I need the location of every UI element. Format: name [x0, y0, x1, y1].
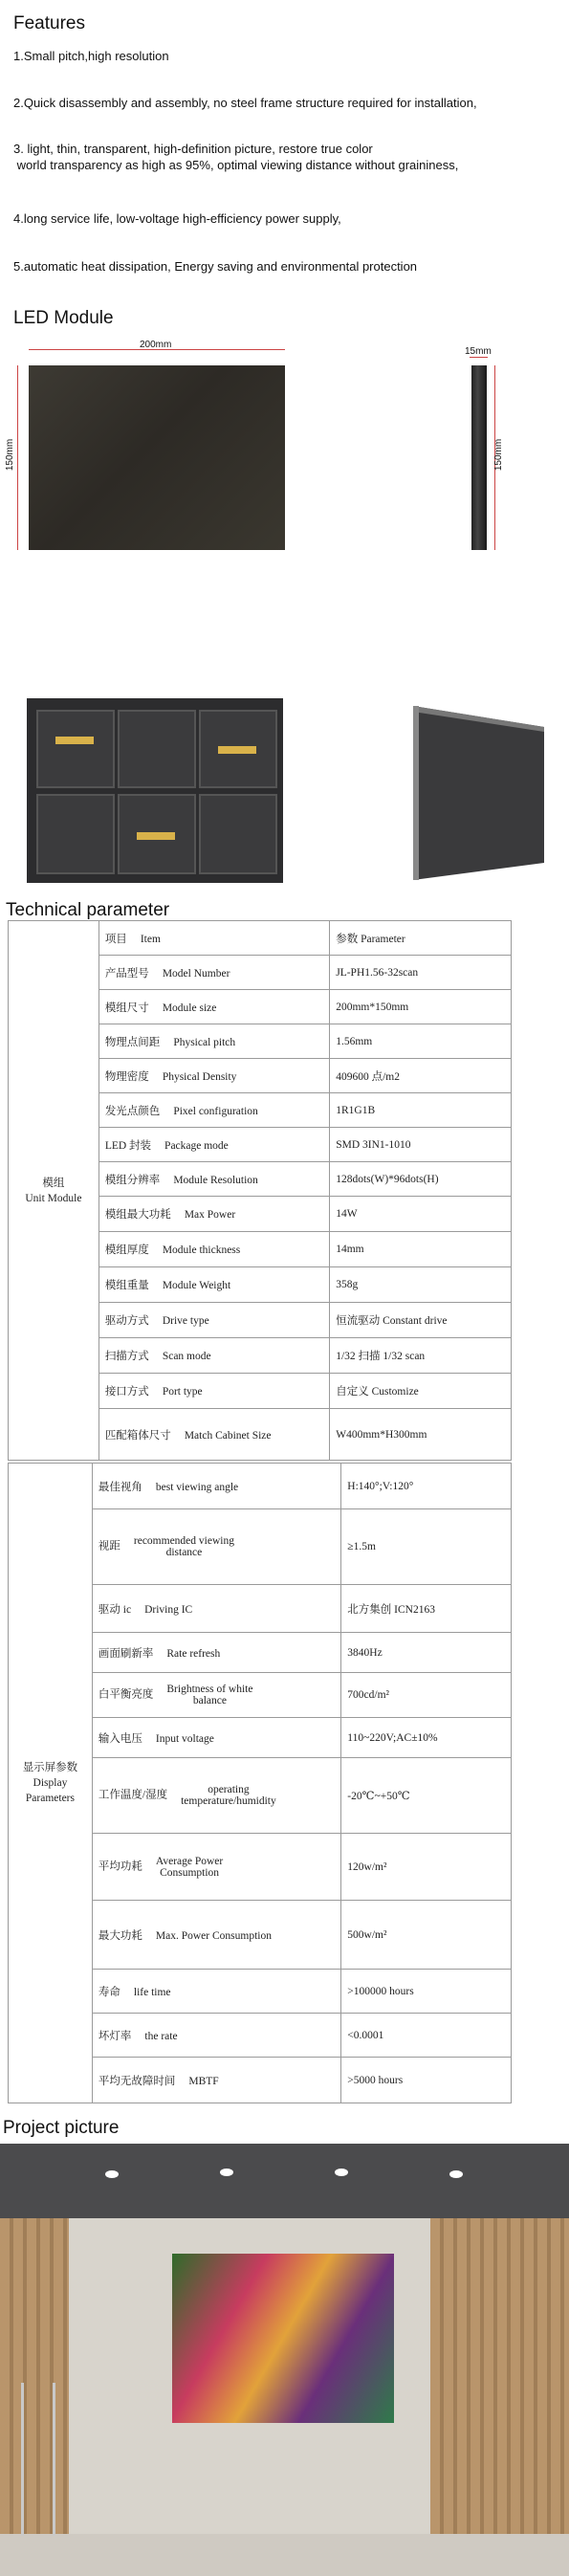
spec-row — [9, 921, 512, 956]
spec-item-cell — [92, 1509, 340, 1585]
spec-item-en: Scan mode — [162, 1351, 211, 1363]
spec-item-cn: 白平衡亮度 — [98, 1688, 154, 1701]
spec-value: 1R1G1B — [330, 1093, 512, 1128]
spec-item-cn: 扫描方式 — [104, 1351, 149, 1362]
spec-item-en: recommended viewing distance — [133, 1535, 234, 1558]
side-height-label: 150mm — [493, 438, 505, 472]
spec-value: 358g — [330, 1267, 512, 1303]
spec-item-en: Physical Density — [162, 1070, 237, 1083]
spec-item-cn: 模组最大功耗 — [104, 1209, 171, 1221]
spec-item-cn: LED 封装 — [104, 1139, 152, 1152]
spec-item-cell — [92, 1673, 340, 1718]
spec-item-cn: 驱动方式 — [104, 1315, 149, 1327]
spec-item-cell — [98, 990, 329, 1024]
spec-item-cell — [98, 1232, 329, 1267]
spec-item-en: operating temperature/humidity — [181, 1784, 276, 1807]
spec-item-cell — [98, 921, 329, 956]
spec-item-cn: 驱动 ic — [98, 1603, 132, 1616]
spec-item-cn: 平均功耗 — [98, 1860, 142, 1873]
spec-item-cell — [92, 1633, 340, 1673]
spec-item-en: Module Resolution — [173, 1174, 258, 1186]
feature-item-3-cont: world transparency as high as 95%, optimal viewing distance without graininess, — [13, 158, 459, 172]
spec-item-en: Module size — [162, 1002, 217, 1014]
spec-value: >5000 hours — [341, 2058, 512, 2103]
feature-item-4: 4.long service life, low-voltage high-efficiency power supply, — [13, 211, 341, 226]
spec-item-cell — [92, 1464, 340, 1509]
spec-item-cn: 输入电压 — [98, 1732, 142, 1745]
spec-value: 409600 点/m2 — [330, 1059, 512, 1093]
spec-item-cn: 工作温度/湿度 — [98, 1789, 168, 1801]
spec-item-cell — [92, 1585, 340, 1633]
features-title: Features — [13, 13, 85, 33]
spec-value: W400mm*H300mm — [330, 1409, 512, 1461]
spec-value: 200mm*150mm — [330, 990, 512, 1024]
project-photo — [0, 2144, 569, 2576]
spec-item-cell — [98, 1303, 329, 1338]
spec-value: -20℃~+50℃ — [341, 1758, 512, 1834]
height-dimension-line — [17, 365, 18, 550]
spec-value: 3840Hz — [341, 1633, 512, 1673]
feature-item-2: 2.Quick disassembly and assembly, no steel frame structure required for installation, — [13, 96, 477, 110]
spec-item-en: Module thickness — [162, 1244, 241, 1257]
spec-item-cn: 项目 — [104, 933, 127, 945]
spec-item-en: the rate — [144, 2030, 178, 2042]
spec-item-cn: 平均无故障时间 — [98, 2075, 176, 2087]
feature-item-5: 5.automatic heat dissipation, Energy saving and environmental protection — [13, 259, 418, 274]
spec-value: H:140°;V:120° — [341, 1464, 512, 1509]
spec-value: <0.0001 — [341, 2014, 512, 2058]
spec-item-en: Physical pitch — [173, 1036, 236, 1048]
spec-item-en: Item — [140, 933, 161, 945]
spec-item-cn: 画面刷新率 — [98, 1647, 154, 1660]
spec-item-en: Package mode — [164, 1139, 229, 1152]
spec-value: 参数 Parameter — [330, 921, 512, 956]
display-parameters-table — [8, 1463, 512, 2103]
spec-item-en: Max Power — [184, 1209, 236, 1222]
spec-item-en: Rate refresh — [166, 1647, 221, 1660]
spec-value: 128dots(W)*96dots(H) — [330, 1162, 512, 1197]
spec-item-cn: 模组分辨率 — [104, 1174, 161, 1186]
spec-item-cn: 最佳视角 — [98, 1481, 142, 1493]
spec-item-en: Max. Power Consumption — [155, 1929, 272, 1942]
spec-item-en: Module Weight — [162, 1280, 231, 1292]
width-label: 200mm — [140, 340, 172, 350]
spec-item-cn: 最大功耗 — [98, 1929, 142, 1942]
depth-dimension-line — [470, 357, 488, 358]
spec-value: 北方集创 ICN2163 — [341, 1585, 512, 1633]
spec-value: 110~220V;AC±10% — [341, 1718, 512, 1758]
spec-item-en: Match Cabinet Size — [184, 1429, 272, 1442]
feature-item-1: 1.Small pitch,high resolution — [13, 49, 169, 63]
spec-value: 1/32 扫描 1/32 scan — [330, 1338, 512, 1374]
spec-item-cell — [98, 1059, 329, 1093]
led-module-title: LED Module — [13, 308, 114, 328]
spec-item-cell — [92, 1970, 340, 2014]
spec-item-en: life time — [133, 1986, 171, 1998]
spec-item-cell — [92, 1834, 340, 1901]
module-front-image — [29, 365, 285, 550]
spec-item-cell — [98, 1162, 329, 1197]
spec-item-cell — [98, 1197, 329, 1232]
feature-item-3: 3. light, thin, transparent, high-definition picture, restore true color — [13, 142, 373, 156]
spec-item-cn: 物理点间距 — [104, 1036, 161, 1048]
spec-item-cell — [98, 1267, 329, 1303]
spec-row — [9, 1464, 512, 1509]
module-back-image — [27, 698, 283, 883]
spec-item-en: Pixel configuration — [173, 1105, 258, 1117]
spec-item-cell — [98, 1093, 329, 1128]
depth-label: 15mm — [465, 346, 492, 357]
spec-item-cell — [98, 1409, 329, 1461]
tech-param-title: Technical parameter — [6, 900, 170, 920]
height-label: 150mm — [5, 438, 16, 472]
spec-item-en: Input voltage — [155, 1732, 214, 1745]
spec-value: 500w/m² — [341, 1901, 512, 1970]
spec-item-cell — [98, 1374, 329, 1409]
spec-item-cell — [98, 1024, 329, 1059]
spec-value: 14mm — [330, 1232, 512, 1267]
spec-item-cell — [92, 1901, 340, 1970]
spec-item-en: Port type — [162, 1386, 203, 1398]
unit-module-table — [8, 920, 512, 1461]
project-picture-title: Project picture — [3, 2118, 120, 2138]
spec-value: 14W — [330, 1197, 512, 1232]
spec-item-cell — [98, 1128, 329, 1162]
spec-item-en: Model Number — [162, 967, 230, 980]
spec-value: >100000 hours — [341, 1970, 512, 2014]
spec-value: 1.56mm — [330, 1024, 512, 1059]
spec-item-en: Average Power Consumption — [155, 1855, 224, 1879]
spec-value: 700cd/m² — [341, 1673, 512, 1718]
spec-item-cn: 匹配箱体尺寸 — [104, 1429, 171, 1442]
spec-item-en: Driving IC — [144, 1603, 193, 1616]
display-parameters-section-label: 显示屏参数 Display Parameters — [9, 1464, 93, 2103]
spec-item-cn: 发光点颜色 — [104, 1105, 161, 1117]
spec-item-cell — [92, 2014, 340, 2058]
spec-item-cn: 接口方式 — [104, 1386, 149, 1398]
spec-item-cn: 模组厚度 — [104, 1244, 149, 1256]
spec-value: ≥1.5m — [341, 1509, 512, 1585]
unit-module-section-label: 模组 Unit Module — [9, 921, 99, 1461]
spec-item-cell — [92, 1718, 340, 1758]
spec-value: SMD 3IN1-1010 — [330, 1128, 512, 1162]
spec-item-cn: 寿命 — [98, 1986, 120, 1998]
spec-item-en: Drive type — [162, 1315, 209, 1328]
module-side-image — [471, 365, 487, 550]
spec-item-cn: 产品型号 — [104, 967, 149, 980]
spec-item-cell — [98, 1338, 329, 1374]
module-angled-image — [405, 698, 549, 880]
spec-value: 120w/m² — [341, 1834, 512, 1901]
spec-item-cn: 坏灯率 — [98, 2030, 132, 2042]
spec-item-en: Brightness of white balance — [166, 1684, 253, 1706]
spec-value: JL-PH1.56-32scan — [330, 956, 512, 990]
spec-item-cell — [98, 956, 329, 990]
spec-item-cn: 模组重量 — [104, 1280, 149, 1291]
spec-item-cn: 物理密度 — [104, 1070, 149, 1083]
spec-item-cn: 模组尺寸 — [104, 1002, 149, 1014]
spec-item-cell — [92, 1758, 340, 1834]
spec-item-en: MBTF — [188, 2075, 219, 2087]
spec-value: 恒流驱动 Constant drive — [330, 1303, 512, 1338]
spec-item-cn: 视距 — [98, 1540, 120, 1552]
spec-value: 自定义 Customize — [330, 1374, 512, 1409]
spec-item-en: best viewing angle — [155, 1481, 239, 1493]
spec-item-cell — [92, 2058, 340, 2103]
